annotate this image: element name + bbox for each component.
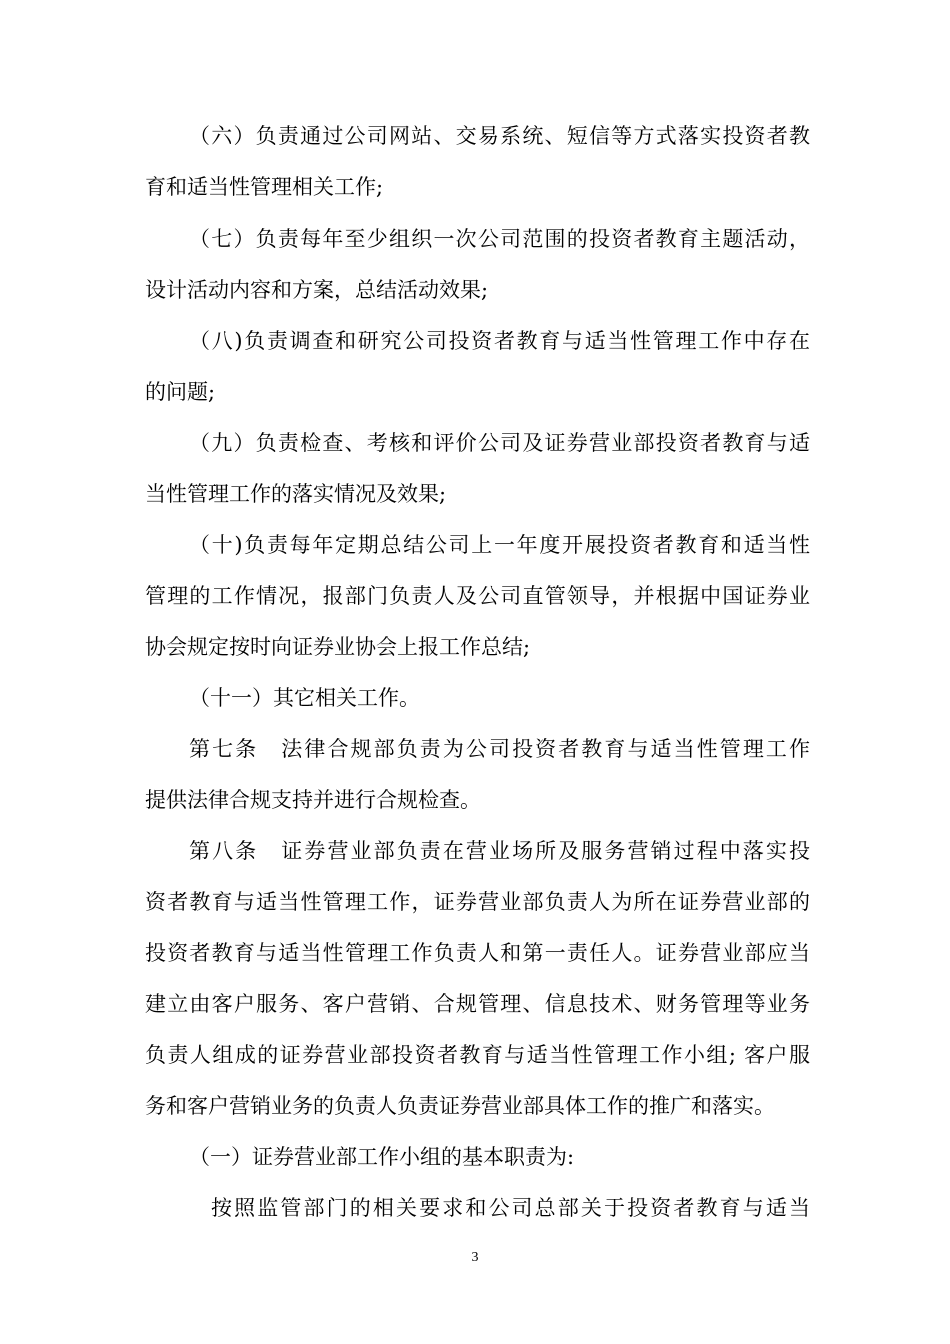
text-line: 第七条 法律合规部负责为公司投资者教育与适当性管理工作 [189, 737, 810, 761]
text-line: 资者教育与适当性管理工作，证券营业部负责人为所在证券营业部的 [145, 890, 810, 914]
text-line: （十一）其它相关工作。 [189, 686, 420, 710]
text-line: 务和客户营销业务的负责人负责证券营业部具体工作的推广和落实。 [145, 1094, 775, 1118]
text-line: （八)负责调查和研究公司投资者教育与适当性管理工作中存在 [189, 329, 810, 353]
text-line: （九）负责检查、考核和评价公司及证券营业部投资者教育与适 [189, 431, 810, 455]
text-line: 第八条 证券营业部负责在营业场所及服务营销过程中落实投 [189, 839, 810, 863]
text-line: 当性管理工作的落实情况及效果; [145, 482, 447, 506]
text-line: 投资者教育与适当性管理工作负责人和第一责任人。证券营业部应当 [145, 941, 810, 965]
text-line: 建立由客户服务、客户营销、合规管理、信息技术、财务管理等业务 [145, 992, 810, 1016]
text-line: 负责人组成的证券营业部投资者教育与适当性管理工作小组; 客户服 [145, 1043, 810, 1067]
text-line: （十)负责每年定期总结公司上一年度开展投资者教育和适当性 [189, 533, 810, 557]
text-line: 设计活动内容和方案，总结活动效果; [145, 278, 489, 302]
text-line: （一）证券营业部工作小组的基本职责为: [189, 1145, 575, 1169]
text-line: （七）负责每年至少组织一次公司范围的投资者教育主题活动， [189, 227, 810, 251]
text-line: 提供法律合规支持并进行合规检查。 [145, 788, 481, 812]
text-line: 按照监管部门的相关要求和公司总部关于投资者教育与适当 [211, 1196, 810, 1220]
text-line: 的问题; [145, 380, 216, 404]
page-number: 3 [471, 1250, 479, 1265]
text-line: 管理的工作情况，报部门负责人及公司直管领导，并根据中国证券业 [145, 584, 810, 608]
text-line: 育和适当性管理相关工作; [145, 175, 384, 199]
text-line: 协会规定按时向证券业协会上报工作总结; [145, 635, 531, 659]
text-line: （六）负责通过公司网站、交易系统、短信等方式落实投资者教 [189, 124, 810, 148]
